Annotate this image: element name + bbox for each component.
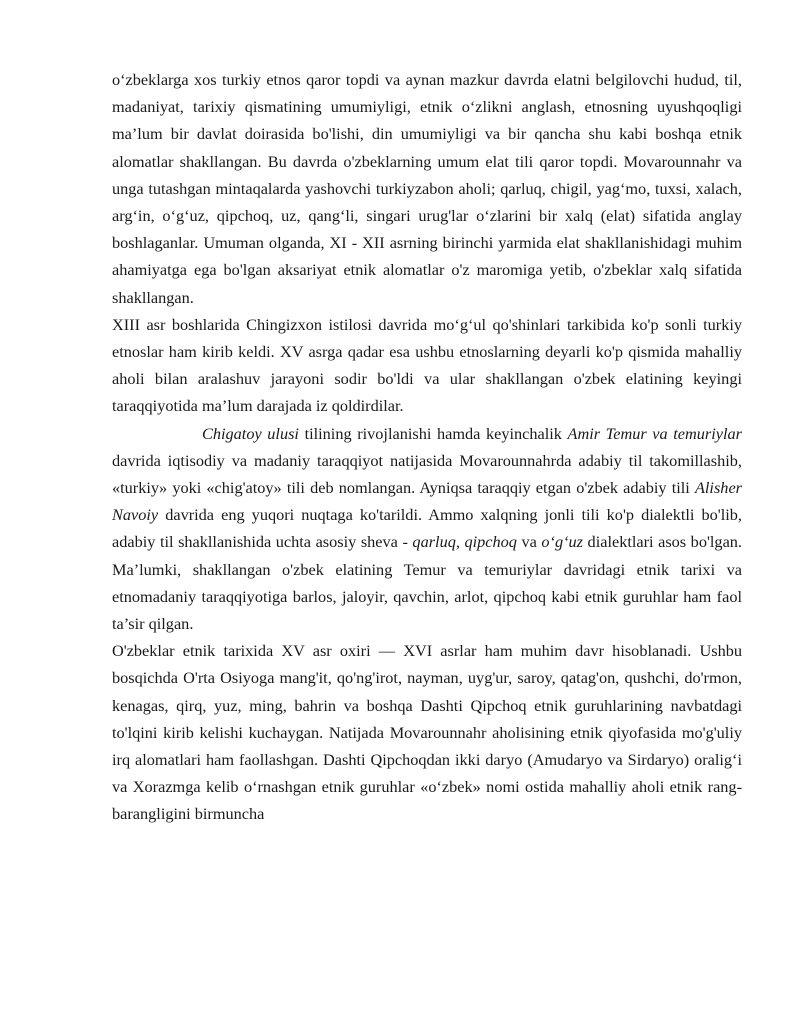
paragraph-3-text-part: va [516, 532, 542, 552]
paragraph-1 [112, 66, 742, 311]
paragraph-3-text-part: tilining rivojlanishi hamda keyinchalik [298, 423, 568, 443]
paragraph-3-text-part: davrida eng yuqori nuqtaga ko'tarildi. Ammo xalqning jonli tili ko'p dialektli bo'lib, adabiy til shakllanishida uchta asosiy sheva - [112, 505, 742, 552]
paragraph-4-text: O'zbeklar etnik tarixida XV asr oxiri — XVI asrlar ham muhim davr hisoblanadi. Ushbu bosqichda O'rta Osiyoga mang'it, qo'ng'irot, nayman, uyg'ur, saroy, qatag'on, qushchi, do'rmon, kenagas, qirq, yuz, ming, bahrin va boshqa Dashti Qipchoq etnik guruhlarining navbatdagi to'lqini kirib kelishi kuchaygan. Natijada Movarounnahr aholisining etnik qiyofasida mo'g'uliy irq alomatlari ham faollashgan. Dashti Qipchoqdan ikki daryo (Amudaryo va Sirdaryo) oralig‘i va Xorazmga kelib o‘rnashgan etnik guruhlar «o‘zbek» nomi ostida mahalliy aholi etnik rang-barangligini birmuncha [112, 641, 742, 824]
italic-term-chigatoy-ulusi: Chigatoy ulusi [202, 423, 299, 443]
italic-term-qarluq-qipchoq: qarluq, qipchoq [412, 532, 517, 552]
document-page [112, 66, 742, 828]
paragraph-2-text: XIII asr boshlarida Chingizxon istilosi davrida mo‘g‘ul qo'shinlari tarkibida ko'p sonli turkiy etnoslar ham kirib keldi. XV asrga qadar esa ushbu etnoslarning deyarli ko'p qismida mahalliy aholi bilan aralashuv jarayoni sodir bo'ldi va ular shakllangan o'zbek elatining keyingi taraqqiyotida ma’lum darajada iz qoldirdilar. [112, 314, 742, 416]
paragraph-3 [112, 420, 742, 638]
paragraph-1-text: o‘zbeklarga xos turkiy etnos qaror topdi va aynan mazkur davrda elatni belgilovchi hudud, til, madaniyat, tarixiy qismatining umumiyligi, etnik o‘zlikni anglash, etnosning uyushqoqligi ma’lum bir davlat doirasida bo'lishi, din umumiyligi va bir qancha shu kabi boshqa etnik alomatlar shakllangan. Bu davrda o'zbeklarning umum elat tili qaror topdi. Movarounnahr va unga tutashgan mintaqalarda yashovchi turkiyzabon aholi; qarluq, chigil, yag‘mo, tuxsi, xalach, arg‘in, o‘g‘uz, qipchoq, uz, qang‘li, singari urug'lar o‘zlarini bir xalq (elat) sifatida anglay boshlaganlar. Umuman olganda, XI - XII asrning birinchi yarmida elat shakllanishidagi muhim ahamiyatga ega bo'lgan aksariyat etnik alomatlar o'z maromiga yetib, o'zbeklar xalq sifatida shakllangan. [112, 70, 742, 307]
paragraph-3-text-part: dialektlari asos bo'lgan. Ma’lumki, shakllangan o'zbek elatining Temur va temuriylar davridagi etnik tarixi va etnomadaniy taraqqiyotiga barlos, jaloyir, qavchin, arlot, qipchoq kabi etnik guruhlar ham faol ta’sir qilgan. [112, 532, 743, 634]
paragraph-3-text-part: davrida iqtisodiy va madaniy taraqqiyot natijasida Movarounnahrda adabiy til takomillashib, «turkiy» yoki «chig'atoy» tili deb nomlangan. Ayniqsa taraqqiy etgan o'zbek adabiy tili [112, 450, 742, 498]
italic-term-amir-temur: Amir Temur va temuriylar [567, 423, 742, 443]
paragraph-2 [112, 311, 742, 420]
italic-term-alisher-navoiy: Alisher Navoiy [112, 478, 742, 525]
italic-term-oguz: o‘g‘uz [541, 532, 583, 552]
paragraph-4 [112, 637, 742, 827]
